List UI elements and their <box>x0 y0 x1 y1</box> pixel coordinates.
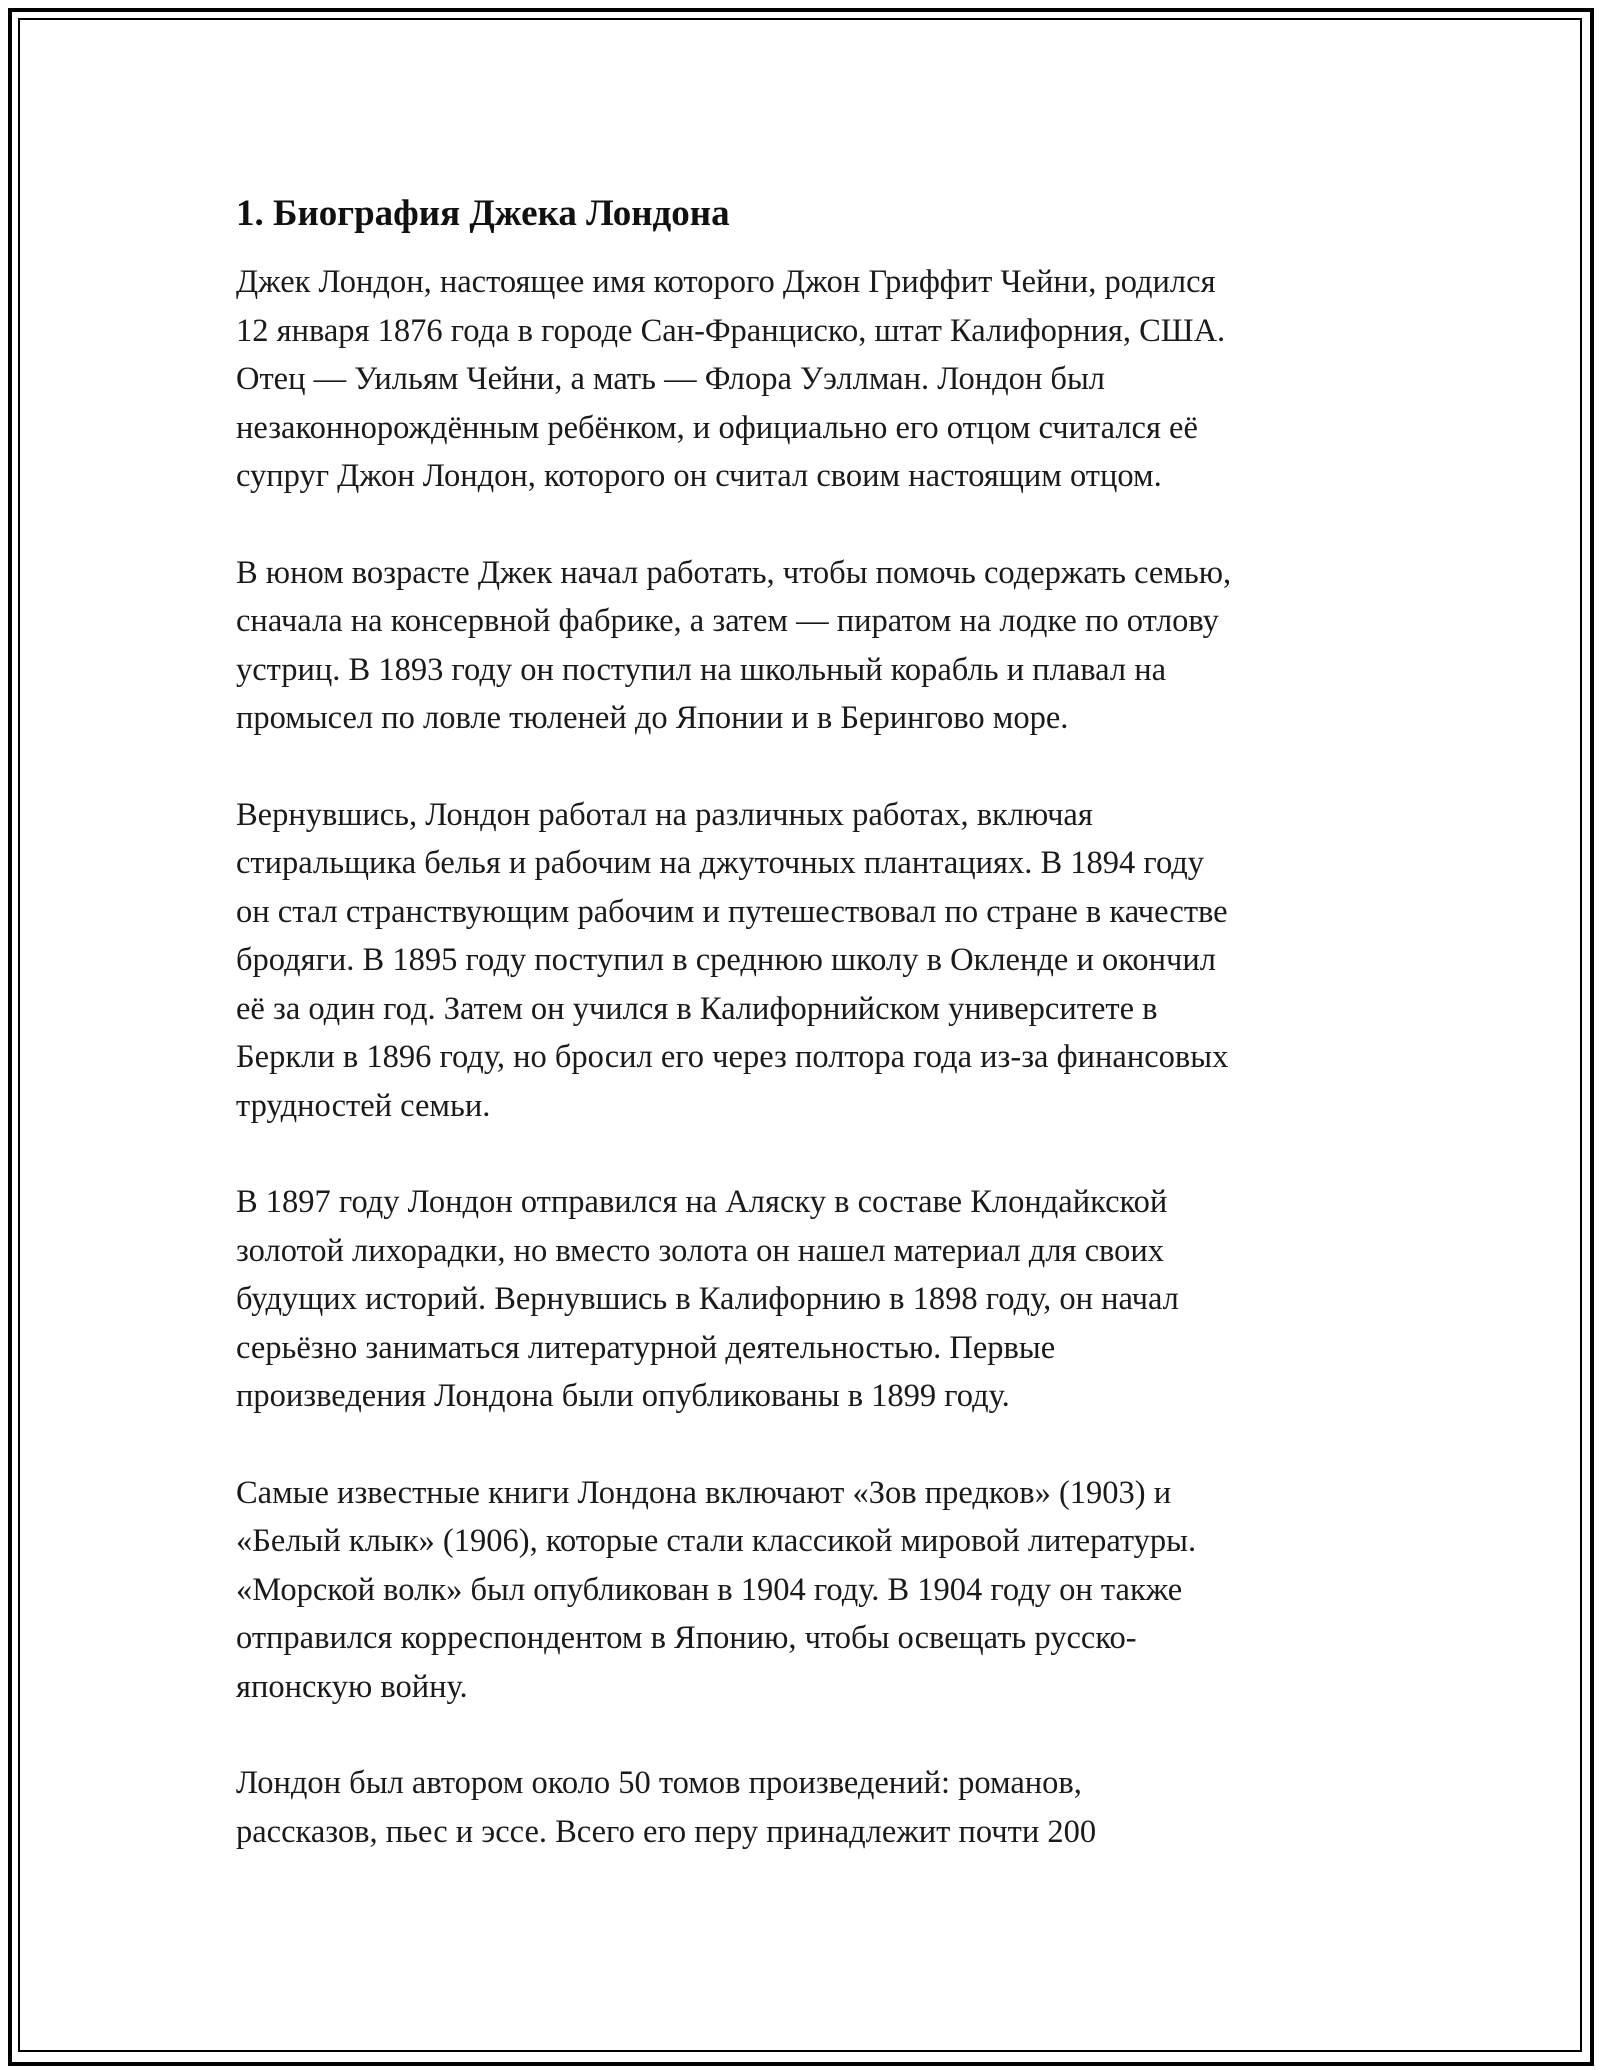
text-line: серьёзно заниматься литературной деятельностью. Первые <box>236 1329 1056 1366</box>
paragraph <box>236 1178 1386 1421</box>
paragraph-list <box>236 258 1386 1856</box>
text-line: Вернувшись, Лондон работал на различных работах, включая <box>236 796 1093 833</box>
text-line: Лондон был автором около 50 томов произведений: романов, <box>236 1765 1082 1801</box>
paragraph <box>236 791 1386 1131</box>
text-line: В юном возрасте Джек начал работать, чтобы помочь содержать семью, <box>236 554 1232 591</box>
text-line: стиральщика белья и рабочим на джуточных плантациях. В 1894 году <box>236 845 1205 881</box>
paragraph <box>236 1759 1386 1856</box>
text-line: промысел по ловле тюленей до Японии и в Берингово море. <box>236 700 1069 736</box>
text-line: Отец — Уильям Чейни, а мать — Флора Уэллман. Лондон был <box>236 361 1106 397</box>
text-line: В 1897 году Лондон отправился на Аляску в составе Клондайкской <box>236 1184 1168 1220</box>
text-line: рассказов, пьес и эссе. Всего его перу принадлежит почти 200 <box>236 1813 1097 1850</box>
text-line: Самые известные книги Лондона включают «Зов предков» (1903) и <box>236 1474 1172 1511</box>
text-line: её за один год. Затем он учился в Калифорнийском университете в <box>236 990 1158 1027</box>
text-line: 12 января 1876 года в городе Сан-Франциско, штат Калифорния, США. <box>236 312 1226 349</box>
text-line: «Морской волк» был опубликован в 1904 году. В 1904 году он также <box>236 1571 1183 1608</box>
paragraph <box>236 1469 1386 1712</box>
section-heading: 1. Биография Джека Лондона <box>236 193 730 234</box>
text-line: он стал странствующим рабочим и путешествовал по стране в качестве <box>236 893 1228 930</box>
paragraph <box>236 258 1386 501</box>
document-body <box>236 190 1386 1904</box>
paragraph <box>236 549 1386 743</box>
text-line: устриц. В 1893 году он поступил на школьный корабль и плавал на <box>236 651 1167 688</box>
text-line: японскую войну. <box>236 1668 468 1705</box>
text-line: супруг Джон Лондон, которого он считал своим настоящим отцом. <box>236 458 1162 494</box>
text-line: «Белый клык» (1906), которые стали классикой мировой литературы. <box>236 1523 1197 1559</box>
text-line: незаконнорождённым ребёнком, и официально его отцом считался её <box>236 409 1198 446</box>
text-line: бродяги. В 1895 году поступил в среднюю школу в Окленде и окончил <box>236 942 1216 978</box>
text-line: произведения Лондона были опубликованы в 1899 году. <box>236 1378 1010 1414</box>
text-line: будущих историй. Вернувшись в Калифорнию в 1898 году, он начал <box>236 1281 1179 1317</box>
text-line: отправился корреспондентом в Японию, чтобы освещать русско- <box>236 1620 1137 1656</box>
text-line: Джек Лондон, настоящее имя которого Джон Гриффит Чейни, родился <box>236 264 1216 300</box>
text-line: Беркли в 1896 году, но бросил его через полтора года из-за финансовых <box>236 1039 1229 1075</box>
text-line: трудностей семьи. <box>236 1087 491 1124</box>
text-line: золотой лихорадки, но вместо золота он нашел материал для своих <box>236 1232 1165 1269</box>
text-line: сначала на консервной фабрике, а затем — пиратом на лодке по отлову <box>236 603 1219 639</box>
